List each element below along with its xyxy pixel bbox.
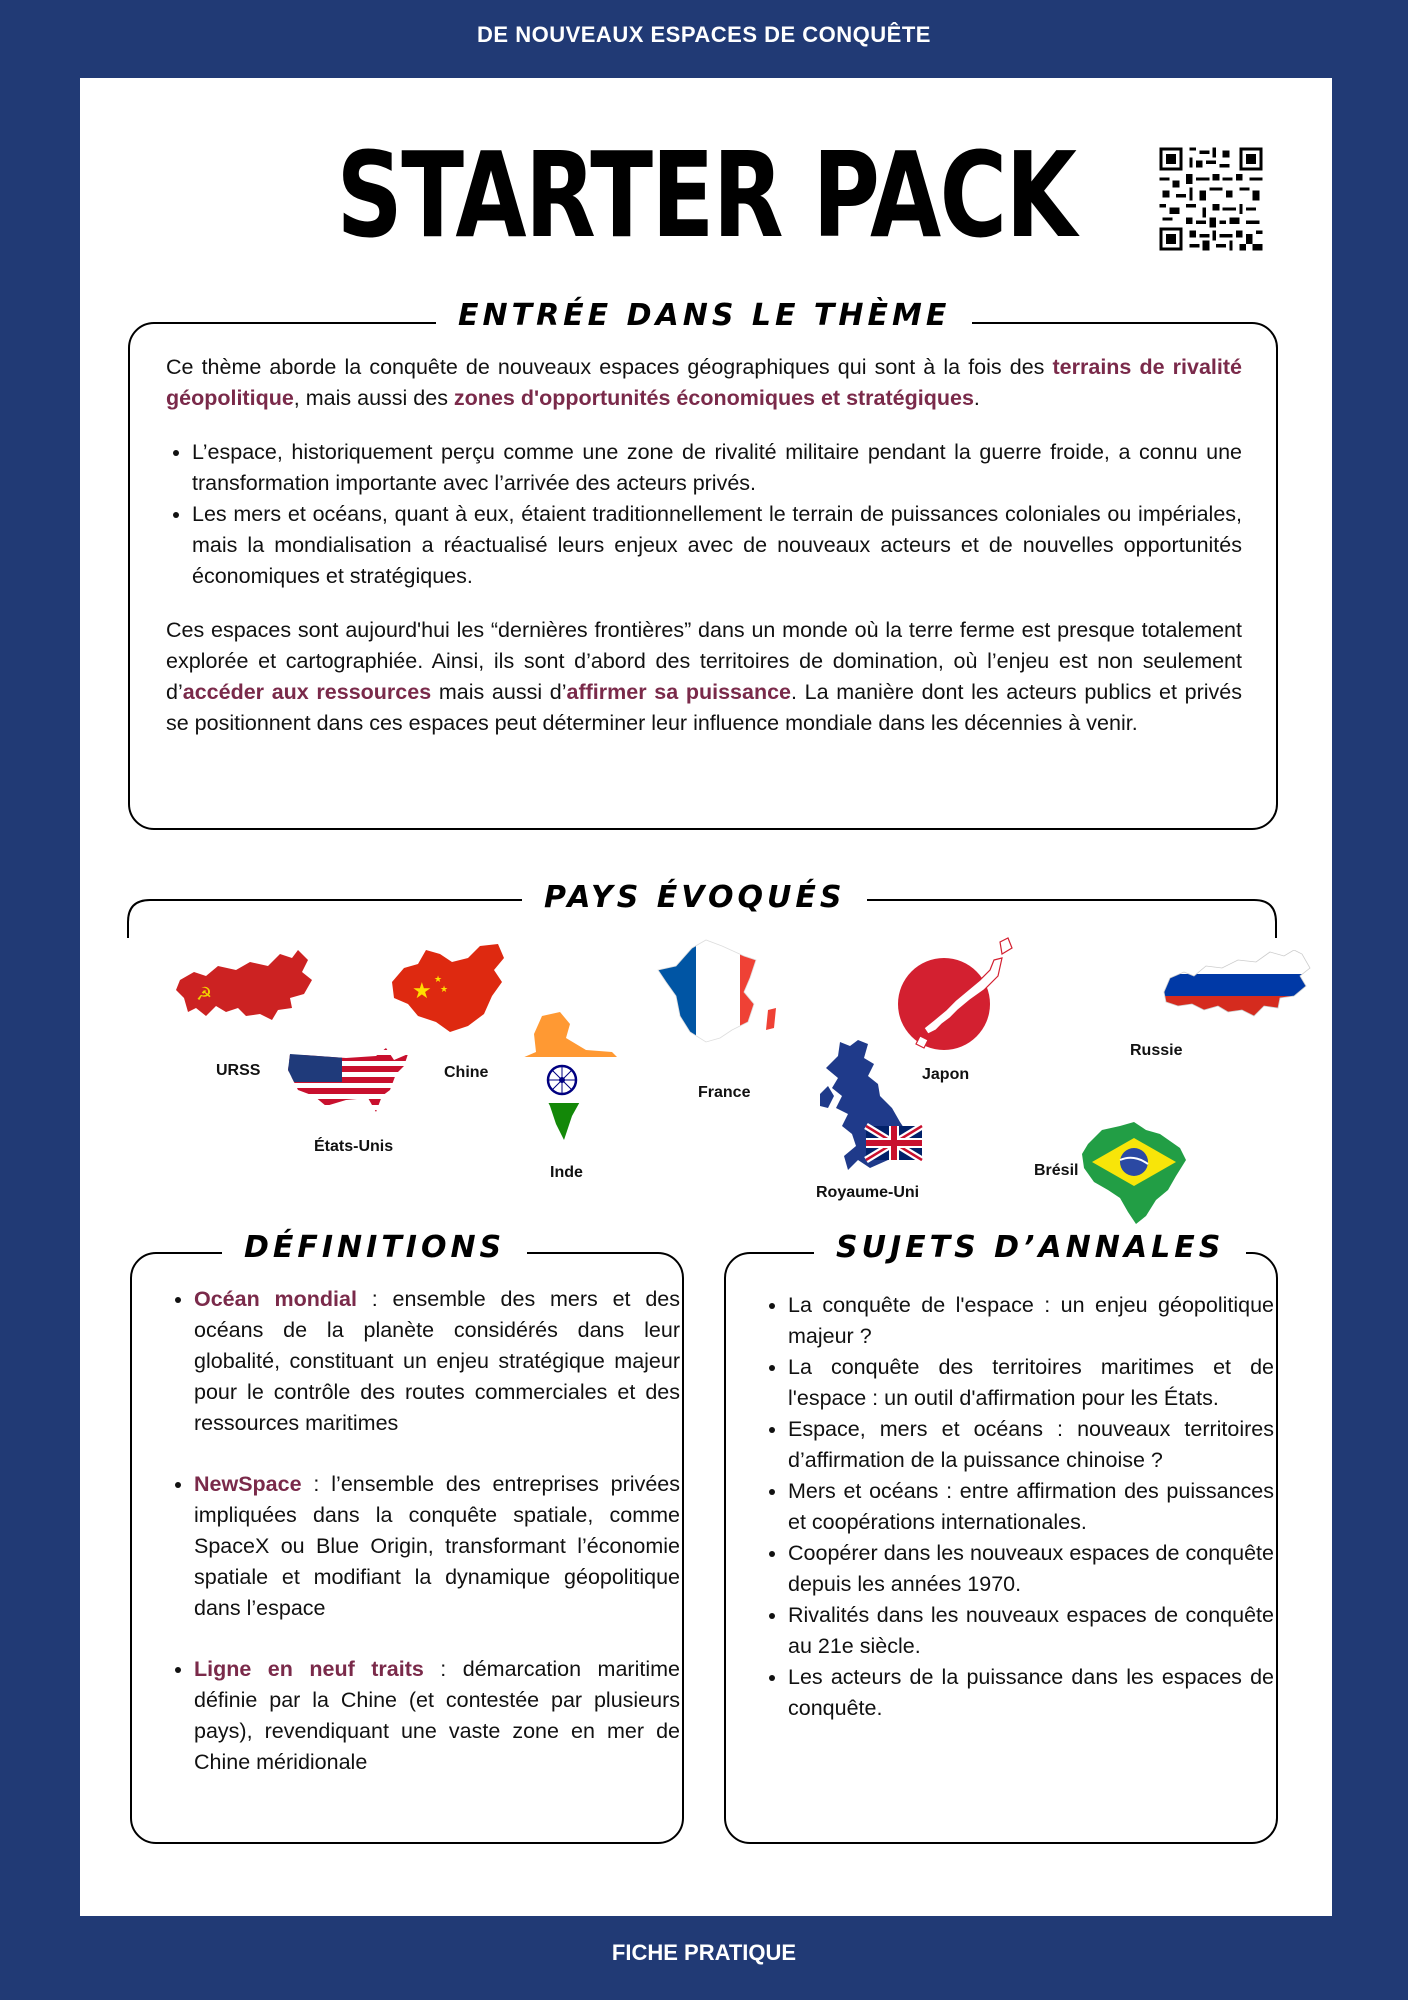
list-item: • Les mers et océans, quant à eux, étaient traditionnellement le terrain de puissances coloniales ou impériales, mais la mondialisation a réactualisé leurs enjeux avec de nouveaux acteurs et de nouvelles opportunités économiques et stratégiques. (192, 499, 1242, 592)
definitions-title: DÉFINITIONS (222, 1228, 527, 1268)
country-label-ussr: URSS (216, 1062, 261, 1079)
definition-item: • NewSpace : l’ensemble des entreprises privées impliquées dans la conquête spatiale, comme SpaceX ou Blue Origin, transformant l’économie spatiale et modifiant la dynamique géopolitique dans l’espace (194, 1469, 680, 1624)
country-label-china: Chine (444, 1064, 489, 1081)
list-item: • La conquête de l'espace : un enjeu géopolitique majeur ? (788, 1290, 1274, 1352)
country-label-japan: Japon (922, 1066, 970, 1083)
main-title: STARTER PACK (336, 126, 1076, 264)
definition-term: Océan mondial (194, 1287, 357, 1311)
france-map-icon (650, 938, 790, 1048)
content-page (80, 78, 1332, 1916)
list-item: • Coopérer dans les nouveaux espaces de conquête depuis les années 1970. (788, 1538, 1274, 1600)
annales-list (748, 1290, 1274, 1724)
list-item: • La conquête des territoires maritimes et de l'espace : un outil d'affirmation pour les États. (788, 1352, 1274, 1414)
ussr-map-icon (176, 950, 316, 1032)
china-map-icon (388, 942, 508, 1038)
definition-item: • Ligne en neuf traits : démarcation maritime définie par la Chine (et contestée par plusieurs pays), revendiquant une vaste zone en mer de Chine méridionale (194, 1654, 680, 1778)
brazil-map-icon (1080, 1120, 1190, 1226)
intro-paragraph-1: Ce thème aborde la conquête de nouveaux espaces géographiques qui sont à la fois des terrains de rivalité géopolitique, mais aussi des zones d'opportunités économiques et stratégiques. (166, 355, 1242, 410)
russia-map-icon (1160, 950, 1312, 1022)
svg-text:★: ★ (412, 979, 432, 1004)
page-footer-label: FICHE PRATIQUE (611, 1940, 797, 1965)
annales-box (724, 1252, 1278, 1844)
list-item: • L’espace, historiquement perçu comme une zone de rivalité militaire pendant la guerre froide, a connu une transformation importante avec l’arrivée des acteurs privés. (192, 437, 1242, 499)
svg-text:★: ★ (434, 975, 443, 985)
country-label-india: Inde (550, 1164, 583, 1181)
uk-map-icon (818, 1038, 936, 1178)
list-item: • Rivalités dans les nouveaux espaces de conquête au 21e siècle. (788, 1600, 1274, 1662)
countries-title: PAYS ÉVOQUÉS (522, 878, 867, 918)
intro-paragraph-2: Ces espaces sont aujourd'hui les “dernières frontières” dans un monde où la terre ferme est presque totalement explorée et cartographiée. Ainsi, ils sont d’abord des territoires de domination, où l’enjeu est non seulement d’accéder aux ressources mais aussi d’affirmer sa puissance. La manière dont les acteurs publics et privés se positionnent dans ces espaces peut déterminer leur influence mondiale dans les décennies à venir. (166, 618, 1242, 735)
definitions-list (154, 1284, 680, 1778)
intro-bullet-list (166, 437, 1242, 592)
intro-title: ENTRÉE DANS LE THÈME (436, 296, 972, 336)
page-header-title: DE NOUVEAUX ESPACES DE CONQUÊTE (477, 22, 931, 47)
country-label-russia: Russie (1130, 1042, 1183, 1059)
list-item: • Mers et océans : entre affirmation des puissances et coopérations internationales. (788, 1476, 1274, 1538)
intro-box (128, 322, 1278, 830)
country-label-brazil: Brésil (1034, 1162, 1079, 1179)
country-label-uk: Royaume-Uni (816, 1184, 920, 1201)
country-label-usa: États-Unis (314, 1138, 394, 1155)
qr-code-icon (1156, 144, 1266, 254)
definition-term: NewSpace (194, 1472, 302, 1496)
japan-map-icon (898, 936, 1018, 1056)
india-map-icon (512, 1012, 628, 1148)
svg-text:★: ★ (440, 985, 449, 995)
annales-title: SUJETS D’ANNALES (814, 1228, 1246, 1268)
usa-map-icon (286, 1044, 416, 1116)
svg-text:☭: ☭ (196, 984, 213, 1005)
list-item: • Espace, mers et océans : nouveaux territoires d’affirmation de la puissance chinoise ? (788, 1414, 1274, 1476)
definitions-box (130, 1252, 684, 1844)
definition-item: • Océan mondial : ensemble des mers et des océans de la planète considérés dans leur globalité, constituant un enjeu stratégique majeur pour le contrôle des routes commerciales et des ressources maritimes (194, 1284, 680, 1439)
country-label-france: France (698, 1084, 751, 1101)
definition-term: Ligne en neuf traits (194, 1657, 424, 1681)
list-item: • Les acteurs de la puissance dans les espaces de conquête. (788, 1662, 1274, 1724)
